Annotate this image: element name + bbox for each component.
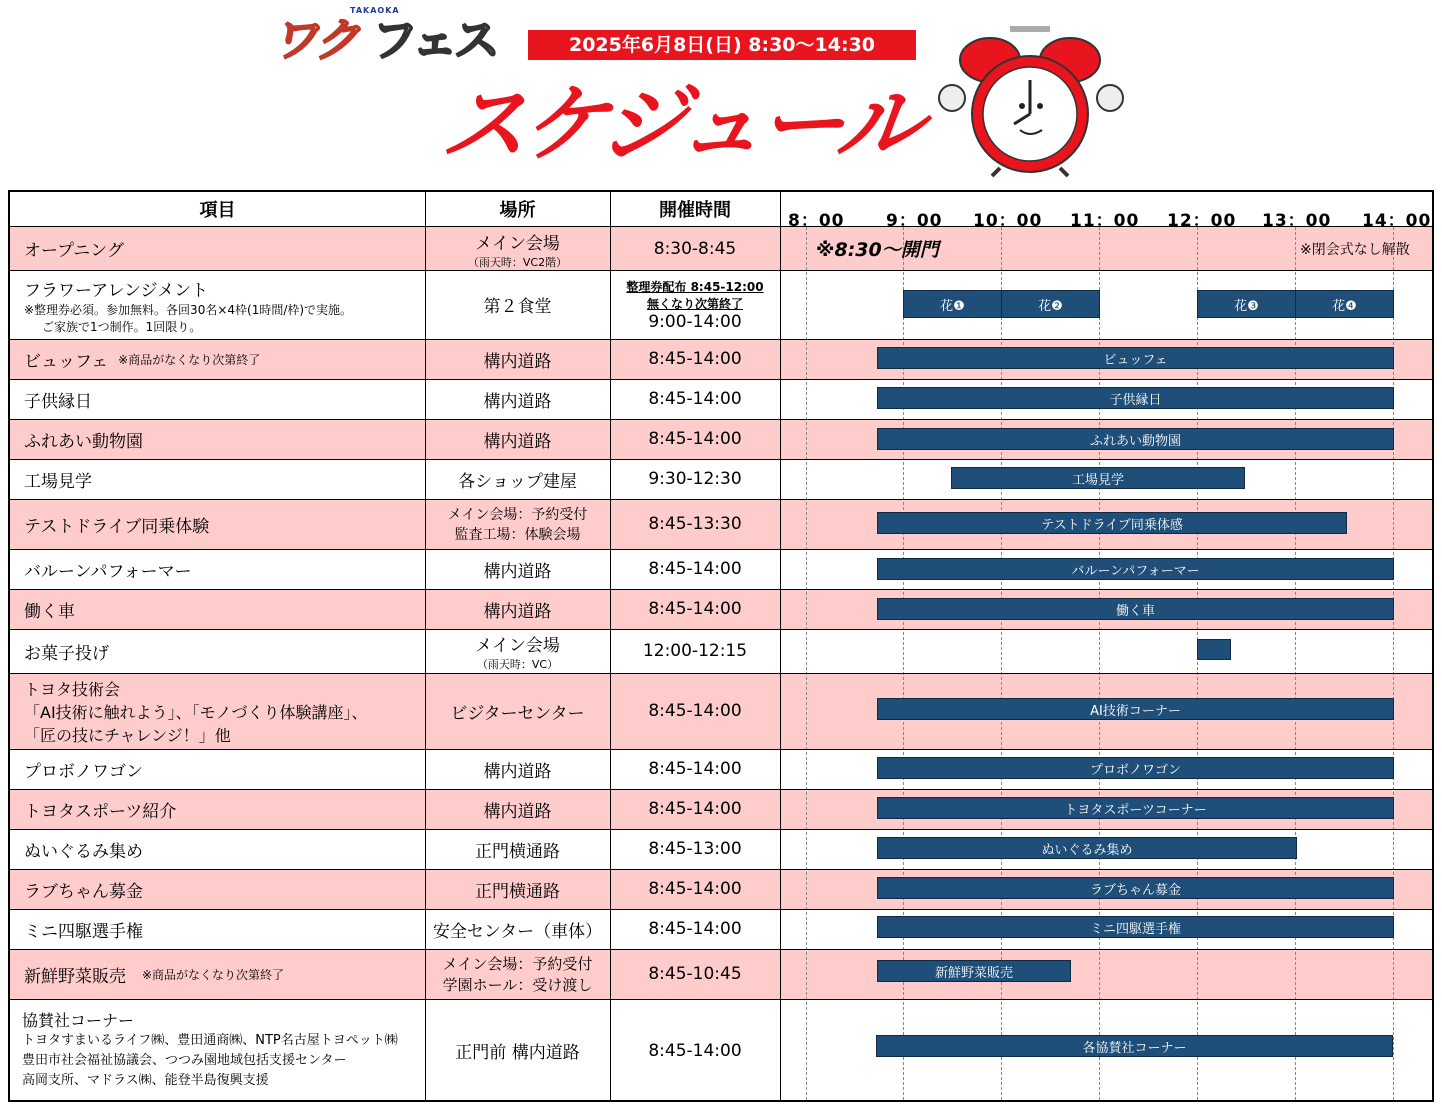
schedule-bar: 花❶ — [903, 290, 1002, 318]
item-text: トヨタすまいるライフ㈱、豊田通商㈱、NTP名古屋トヨペット㈱ — [22, 1032, 398, 1048]
col-header-item: 項目 — [199, 200, 236, 221]
table-row-time: 8:45-14:00 — [648, 559, 742, 579]
schedule-bar: 各協賛社コーナー — [876, 1035, 1393, 1057]
place-text: メイン会場 — [475, 233, 560, 254]
table-row-time: 8:45-14:00 — [648, 879, 742, 899]
item-text: 「AI技術に触れよう」、「モノづくり体験講座」、 — [24, 702, 368, 722]
table-row-place: 構内道路 — [483, 601, 552, 622]
place-text: 監査工場：体験会場 — [454, 527, 581, 543]
item-note: ご家族で1つ制作。1回限り。 — [42, 319, 202, 334]
schedule-bar: 花❷ — [1001, 290, 1100, 318]
item-text: フラワーアレンジメント — [24, 280, 209, 301]
schedule-table — [8, 190, 1434, 1102]
table-row-place: 正門前 構内道路 — [455, 1043, 580, 1063]
hour-label: 11：00 — [1070, 211, 1140, 231]
table-row-time: 8:45-14:00 — [648, 1040, 742, 1061]
schedule-bar: 花❹ — [1295, 290, 1394, 318]
item-text: 「匠の技にチャレンジ！」他 — [24, 725, 231, 745]
table-row-time: 8:45-14:00 — [648, 599, 742, 619]
schedule-bar: 新鮮野菜販売 — [877, 960, 1071, 982]
event-date-banner: 2025年6月8日(日) 8:30～14:30 — [528, 30, 916, 60]
table-row-item — [24, 949, 424, 999]
table-row-time: 8:45-10:45 — [648, 964, 742, 984]
table-row-item: プロボノワゴン — [24, 761, 143, 782]
table-row-item: ミニ四駆選手権 — [24, 921, 143, 942]
table-row-place: 構内道路 — [483, 761, 552, 782]
table-row-place: 構内道路 — [483, 801, 552, 822]
table-row-time: 8:45-14:00 — [648, 349, 742, 369]
item-note: ※整理券必須。参加無料。各回30名×4枠(1時間/枠)で実施。 — [24, 302, 353, 317]
table-row-time: 8:45-13:00 — [648, 839, 742, 859]
col-header-time: 開催時間 — [659, 200, 731, 221]
table-row-place — [425, 949, 610, 999]
table-row-item: ぬいぐるみ集め — [24, 841, 143, 862]
table-row-place: 構内道路 — [483, 431, 552, 452]
table-row-place: 構内道路 — [483, 351, 552, 372]
schedule-bar: テストドライブ同乗体感 — [877, 512, 1347, 534]
table-row-place: 各ショップ建屋 — [458, 471, 577, 492]
table-row-item — [22, 999, 424, 1102]
table-row-place — [425, 629, 610, 673]
table-row-time: 8:45-14:00 — [648, 389, 742, 409]
table-row-item: 工場見学 — [24, 471, 92, 492]
table-row-item — [24, 339, 424, 379]
item-text: 新鮮野菜販売 — [24, 966, 126, 987]
table-row-item: ふれあい動物園 — [24, 431, 143, 452]
table-row-place: 安全センター（車体） — [432, 921, 603, 942]
table-row-time: 8:45-14:00 — [648, 429, 742, 449]
time-text: 9:00-14:00 — [648, 312, 742, 332]
schedule-bar: トヨタスポーツコーナー — [877, 797, 1394, 819]
time-note: 整理券配布 8:45-12:00 — [626, 280, 764, 294]
table-row-item: 働く車 — [24, 601, 75, 622]
schedule-bar: ラブちゃん募金 — [877, 877, 1394, 899]
table-row-place: ビジターセンター — [450, 703, 585, 724]
logo-waku-text: ワク — [272, 13, 356, 67]
place-text: メイン会場 — [475, 635, 560, 656]
hour-label: 8：00 — [788, 211, 845, 231]
table-row-item: 子供縁日 — [24, 391, 92, 412]
table-row-time: 8:45-14:00 — [648, 799, 742, 819]
hour-label: 12：00 — [1167, 211, 1237, 231]
table-row-item: オープニング — [24, 241, 124, 261]
table-row-item: トヨタスポーツ紹介 — [24, 801, 177, 822]
table-row-item: ラブちゃん募金 — [24, 881, 143, 902]
table-row-item — [24, 272, 424, 338]
item-note: ※商品がなくなり次第終了 — [142, 967, 285, 982]
page-header — [0, 0, 1442, 190]
schedule-bar: ビュッフェ — [877, 347, 1394, 369]
table-row-place: 正門横通路 — [475, 841, 560, 862]
table-row-time: 8:30-8:45 — [653, 238, 737, 259]
table-row-time: 12:00-12:15 — [642, 641, 748, 661]
schedule-bar: 子供縁日 — [877, 387, 1394, 409]
item-text: トヨタ技術会 — [24, 679, 121, 699]
gate-open-label: ※8:30～開門 — [816, 239, 939, 261]
table-row-item: テストドライブ同乗体験 — [24, 516, 210, 537]
table-row-place: 構内道路 — [483, 391, 552, 412]
schedule-bar: AI技術コーナー — [877, 698, 1394, 720]
schedule-bar: プロボノワゴン — [877, 757, 1394, 779]
item-note: ※商品がなくなり次第終了 — [118, 352, 261, 367]
schedule-bar: ふれあい動物園 — [877, 428, 1394, 450]
hour-label: 14：00 — [1362, 211, 1432, 231]
table-row-place — [425, 499, 610, 549]
hour-label: 13：00 — [1262, 211, 1332, 231]
col-header-place: 場所 — [499, 200, 536, 221]
alarm-clock-icon — [930, 18, 1130, 178]
table-row-time — [610, 272, 780, 338]
table-row-time: 9:30-12:30 — [648, 469, 742, 489]
schedule-bar: 働く車 — [877, 598, 1394, 620]
schedule-bar: バルーンパフォーマー — [877, 558, 1394, 580]
table-row-time: 8:45-14:00 — [648, 701, 742, 721]
schedule-bar: ミニ四駆選手権 — [877, 916, 1394, 938]
table-row-place: 第２食堂 — [483, 297, 552, 317]
place-text: メイン会場：予約受付 — [442, 955, 593, 973]
page-title: スケジュール — [436, 75, 923, 175]
hour-label: 10：00 — [973, 211, 1043, 231]
item-text: 高岡支所、マドラス㈱、能登半島復興支援 — [22, 1072, 269, 1088]
place-sub-text: （雨天時：VC） — [476, 657, 559, 671]
place-text: メイン会場：予約受付 — [447, 507, 588, 523]
item-text: 豊田市社会福祉協議会、つつみ園地域包括支援センター — [22, 1052, 347, 1068]
table-row-item — [24, 673, 424, 749]
hour-label: 9：00 — [886, 211, 943, 231]
item-text: ビュッフェ — [24, 351, 109, 372]
table-row-time: 8:45-14:00 — [648, 919, 742, 939]
table-row-place — [425, 228, 610, 270]
table-row-place: 正門横通路 — [475, 881, 560, 902]
table-row-time: 8:45-13:30 — [648, 514, 742, 534]
closing-note: ※閉会式なし解散 — [1300, 241, 1410, 258]
schedule-bar — [1197, 639, 1231, 660]
time-note: 無くなり次第終了 — [646, 297, 743, 311]
place-text: 学園ホール：受け渡し — [442, 976, 593, 994]
waku-fes-logo — [272, 6, 502, 72]
logo-takaoka-text: TAKAOKA — [350, 6, 400, 15]
item-text: 協賛社コーナー — [22, 1010, 135, 1030]
place-sub-text: （雨天時：VC2階） — [467, 255, 568, 269]
table-row-time: 8:45-14:00 — [648, 759, 742, 779]
schedule-bar: 花❸ — [1197, 290, 1296, 318]
table-row-item: お菓子投げ — [24, 643, 109, 664]
schedule-bar: ぬいぐるみ集め — [877, 837, 1297, 859]
schedule-bar: 工場見学 — [951, 467, 1245, 489]
logo-fes-text: フェス — [372, 13, 496, 67]
table-row-place: 構内道路 — [483, 561, 552, 582]
table-row-item: バルーンパフォーマー — [24, 561, 192, 582]
